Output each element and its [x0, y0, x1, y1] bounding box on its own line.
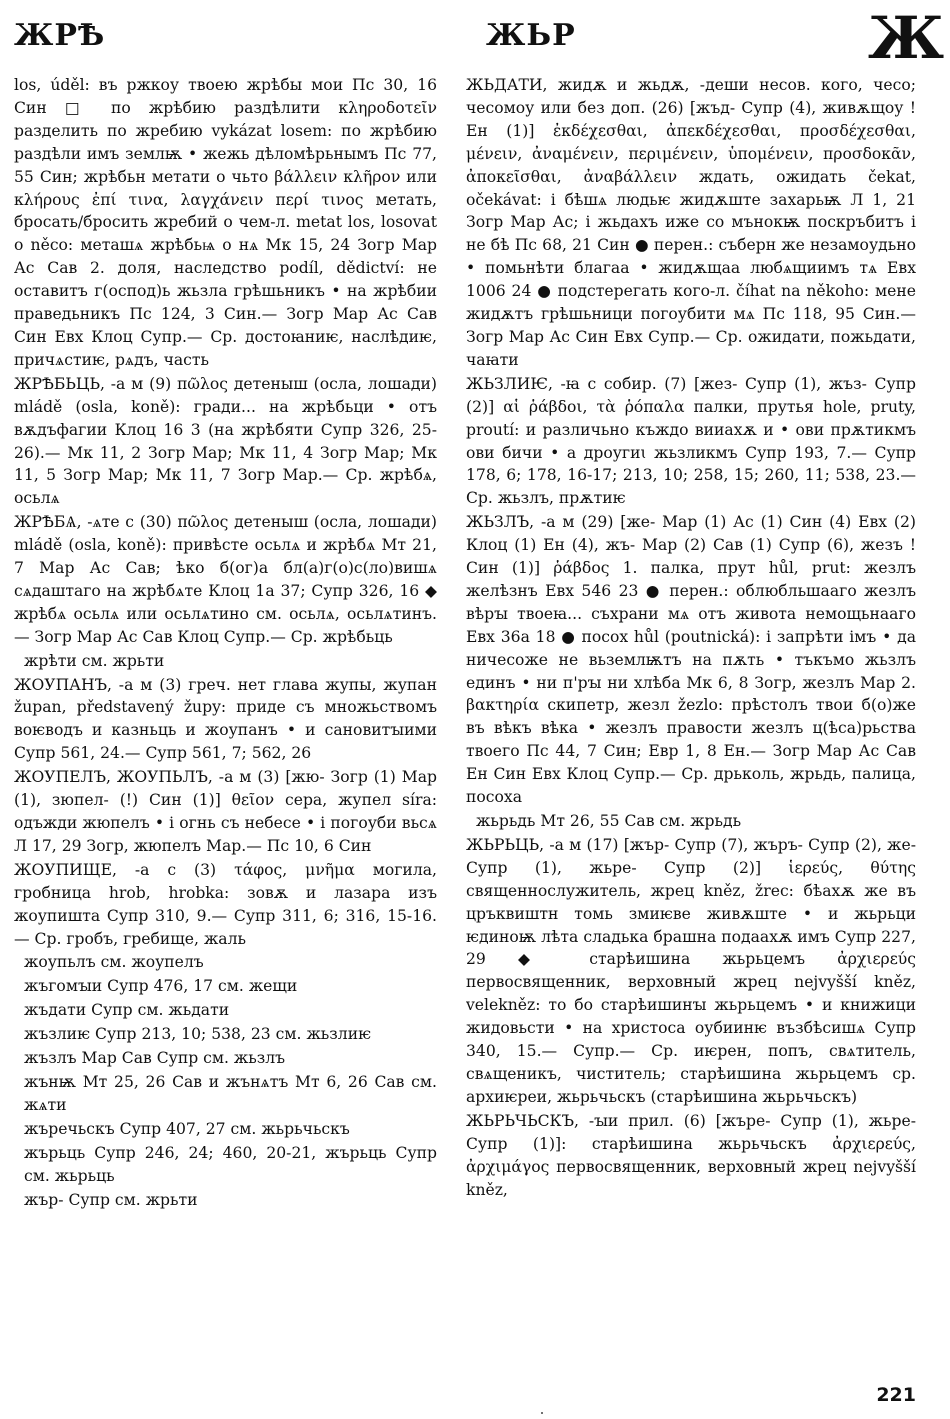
dictionary-entry: ЖОУПЕЛЪ, ЖОУПЬЛЪ, -а м (3) [жю- Зогр (1) Мар (1), зюпел- (!) Син (1)] θεῖον сера, жупел síra: одъжди жюпелъ • і огнь съ небесе • і погоуби вьсѧ Л 17, 29 Зогр, жюпелъ Мар.— Пс 10, 6 Син: [14, 768, 437, 855]
dictionary-entry: ЖРѢБЬЦЬ, -а м (9) πῶλος детеныш (осла, лошади) mládě (osla, koně): гради... на жрѣбьци • отъ вѫдъфагии Клоц 16 3 (на жрѣбяти Супр 326, 25-26).— Мк 11, 2 Зогр Мар; Мк 11, 4 Зогр Мар; Мк 11, 5 Зогр Мар; Мк 11, 7 Зогр Мар.— Ср. жрѣбѧ, осьлѧ: [14, 374, 437, 508]
cross-reference-entry: жъзлъ Мар Сав Супр см. жьзлъ: [24, 1049, 286, 1068]
dictionary-entry: ЖЬРЬЦЬ, -а м (17) [жър- Супр (7), жъръ- Супр (2), же- Супр (1), жьре- Супр (2)] ἱερεύς, θύτης священнослужитель, жрец kněz, žrec: бѣахѫ же въ цръквиштн томь змиѥве живѫште • и жьрьци ѥдиноѭ лѣта сладька брашна подаахѫ имъ Супр 227, 29 ◆ старѣишина жьрьцемъ ἀρχιερεύς первосвященник, верховный жрец nejvyšší kněz, velekněz: то бо старѣишинꙑ жьрьцемъ • и книжици жидовьсти • на христоса оубиинѥ възбѣсишѧ Супр 340, 15.— Супр.— Ср. иѥрен, попъ, свѧтитель, свѧщеникъ, чиститель; старѣишина жьрьцемъ ср. архиѥреи, жьрьчьскъ (старѣишина жьрьчьскъ): [466, 835, 916, 1106]
dictionary-entry: ЖЬДАТИ, жидѫ и жьдѫ, -деши несов. кого, чесо; чесомоу или без доп. (26) [жъд- Супр (4), живѫщоу ! Ен (1)] ἐκδέχεσθαι, ἀπεκδέχεσθαι, προσδέχεσθαι, μένειν, ἀναμένειν, περιμένειν, ὑπομένειν, προσδοκᾶν, ἀποκεῖσθαι, ἀναβάλλειν ждать, ожидать čekat, očekávat: і бѣшѧ людьѥ жидѫште захарьѭ Л 1, 21 Зогр Мар Ас; і жьдахъ иже со мънокѭ поскръбитъ і не бѣ Пс 68, 21 Син ● перен.: съберн же незамоудьно • помьнѣти благаа • жидѫщаа любѧщиимъ тѧ Евх 1006 24 ● подстерегать кого-л. číhat na někoho: мене жидѫтъ грѣшьници погоубити мѧ Пс 118, 95 Син.— Зогр Мар Ас Син Евх Супр.— Ср. ожидати, пожьдати, чаꙗти: [466, 76, 916, 369]
print-speck: [541, 1412, 543, 1414]
cross-reference-entry: жър- Супр см. жрьти: [24, 1190, 198, 1209]
dictionary-entry: ЖОУПАНЪ, -а м (3) греч. нет глава жупы, жупан župan, představený župy: приде съ множьствомъ воѥводъ и казньць и жоупанъ • и сановитꙑими Супр 561, 24.— Супр 561, 7; 562, 26: [14, 675, 437, 763]
section-letter: Ж: [868, 4, 945, 72]
running-header: [0, 0, 950, 70]
running-head-left: ЖРѢ: [14, 18, 106, 53]
cross-reference-entry: жъдати Супр см. жьдати: [24, 1001, 230, 1020]
cross-reference-entry: жрѣти см. жрьти: [24, 651, 165, 670]
cross-reference-entry: жьрьдь Мт 26, 55 Сав см. жрьдь: [476, 812, 742, 830]
left-column: [14, 74, 437, 1392]
dictionary-entry: ЖЬЗЛИѤ, -ꙗ с собир. (7) [жез- Супр (1), жъз- Супр (2)] αἱ ῥάβδοι, τὰ ῥόπαλα палки, прутья hole, pruty, proutí: и различьно къждо вииахѫ и • ови прѫтикмъ ови бичи • а дроугиꙇ жьзликмъ Супр 193, 7.— Супр 178, 6; 178, 16-17; 213, 10; 258, 15; 260, 11; 538, 23.— Ср. жьзлъ, прѫтиѥ: [466, 374, 916, 508]
cross-reference-entry: жъгомꙑи Супр 476, 17 см. жещи: [24, 977, 298, 996]
dictionary-entry: los, úděl: въ ржкоу твоею жрѣбы мои Пс 30, 16 Син □ по жрѣбию раздѣлити κληροδοτεῖν разделить по жребию vykázat losem: по жрѣбию раздѣли имъ землѭ • жежь дѣломѣрьнымъ Пс 77, 55 Син; жрѣбьн метати о чьто βάλλειν κλῆρον или κλήρους ἐπί τινα, λαγχάνειν περί τινος метать, бросать/бросить жребий о чем-л. metat los, losovat o něco: меташѧ жрѣбьѩ о нѧ Мк 15, 24 Зогр Мар Ас Сав 2. доля, наследство podíl, dědictví: не оставитъ г(оспод)ь жьзла грѣшьникъ • на жрѣбии праведьникъ Пс 124, 3 Син.— Зогр Мар Ас Сав Син Евх Клоц Супр.— Ср. достоꙗниѥ, наслѣдиѥ, причѧстиѥ, рѧдъ, часть: [14, 76, 437, 369]
page-number: 221: [876, 1384, 916, 1406]
dictionary-entry: ЖРѢБѦ, -ѧте с (30) πῶλος детеныш (осла, лошади) mládě (osla, koně): привѣсте осьлѧ и жрѣбѧ Мт 21, 7 Мар Ас Сав; ѣко б(ог)а бл(а)г(о)с(ло)вишѧ сѧдаштаго на жрѣбѧте Клоц 1а 37; Супр 326, 16 ◆ жрѣбѧ осьлѧ или осьлѧтино см. осьлѧ, осьлѧтинъ.— Зогр Мар Ас Сав Клоц Супр.— Ср. жрѣбьць: [14, 513, 437, 646]
right-column: [466, 74, 916, 1392]
dictionary-entry: ЖЬРЬЧЬСКЪ, -ꙑи прил. (6) [жъре- Супр (1), жьре- Супр (1)]: старѣишина жьрьчьскъ ἀρχιερεύς, ἀρχιμάγος первосвященник, верховный жрец nejvyšší kněz,: [466, 1111, 916, 1199]
running-head-center: ЖЬР: [486, 18, 576, 53]
cross-reference-entry: жънѭ Мт 25, 26 Сав и жънѧтъ Мт 6, 26 Сав см. жѧти: [24, 1072, 437, 1114]
dictionary-entry: ЖЬЗЛЪ, -а м (29) [же- Мар (1) Ас (1) Син (4) Евх (2) Клоц (1) Ен (4), жъ- Мар (2) Сав (1) Супр (6), жезъ ! Син (1)] ῥάβδος 1. палка, прут hůl, prut: жезлъ желѣзнъ Евх 546 23 ● перен.: облюбльшааго жезлъ вѣрꙑ твоеꙗ... съхрани мѧ отъ живота немощьнааго Евх 36а 18 ● посох hůl (poutnická): і запрѣти імъ • да ничесоже не вьземлѭтъ на пѫть • тъкъмо жьзлъ единъ • ни п'рꙑ ни хлѣба Мк 6, 8 Зогр, жезлъ Мар 2. βακτηρία скипетр, жезл žezlo: прѣстолъ твои б(о)же въ вѣкъ вѣка • жезлъ правости жезлъ ц(ѣса)рьства твоего Пс 44, 7 Син; Евр 1, 8 Ен.— Зогр Мар Ас Сав Ен Син Евх Клоц Супр.— Ср. дрьколь, жрьдь, палица, посоха: [466, 513, 916, 807]
cross-reference-entry: жъзлиѥ Супр 213, 10; 538, 23 см. жьзлиѥ: [24, 1025, 372, 1044]
cross-reference-entry: жърьць Супр 246, 24; 460, 20-21, жърьць Супр см. жьрьць: [24, 1143, 437, 1185]
cross-reference-entry: жъречьскъ Супр 407, 27 см. жьрьчьскъ: [24, 1119, 350, 1138]
cross-reference-entry: жоупьлъ см. жоупелъ: [24, 953, 204, 972]
dictionary-entry: ЖОУПИЩЕ, -а с (3) τάφος, μνῆμα могила, гробница hrob, hrobka: зовѫ и лазара изъ жоупишта Супр 310, 9.— Супр 311, 6; 316, 15-16.— Ср. гробъ, гребище, жаль: [14, 860, 437, 948]
